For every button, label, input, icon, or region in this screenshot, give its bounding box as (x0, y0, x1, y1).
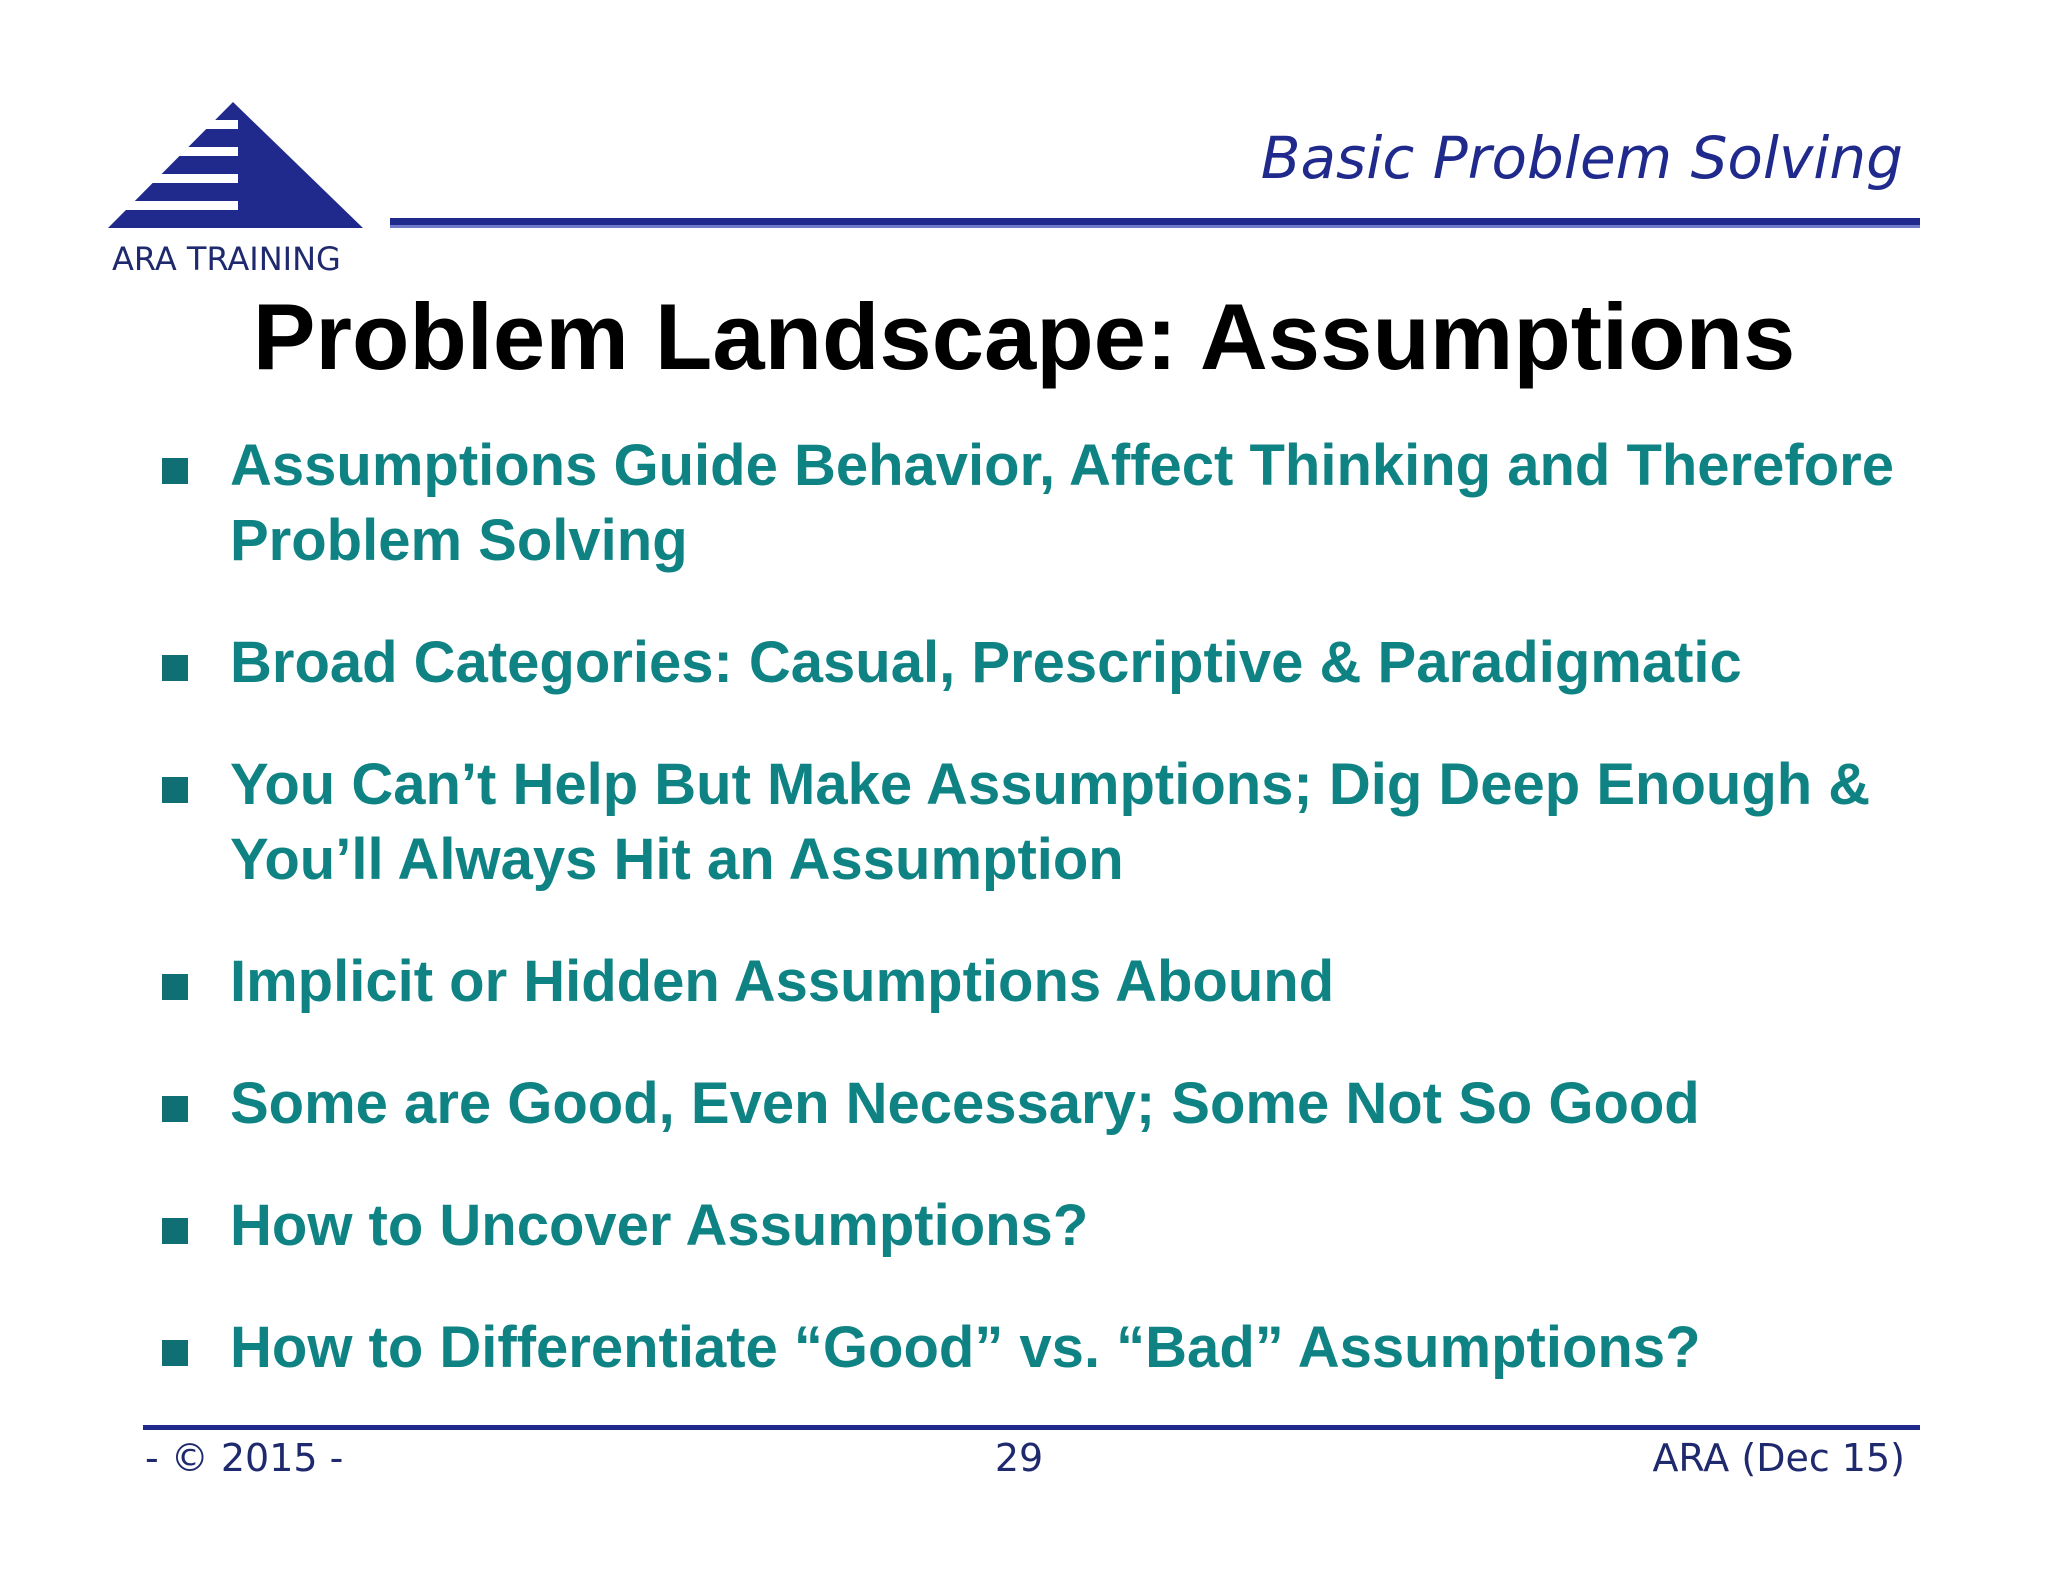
bullet-text: How to Differentiate “Good” vs. “Bad” Assumptions? (230, 1315, 1701, 1380)
square-bullet-icon (162, 458, 188, 484)
square-bullet-icon (162, 1096, 188, 1122)
footer-copyright: - © 2015 - (145, 1436, 344, 1480)
company-logo (108, 100, 368, 278)
bullet-text: Assumptions Guide Behavior, Affect Thinking and Therefore Problem Solving (230, 433, 1894, 573)
stepped-pyramid-logo-icon (108, 100, 368, 235)
logo-text: ARA TRAINING (112, 240, 341, 278)
square-bullet-icon (162, 655, 188, 681)
bullet-item (160, 625, 1960, 700)
bullet-item (160, 428, 1960, 578)
square-bullet-icon (162, 777, 188, 803)
bullet-list (160, 428, 1960, 1432)
bullet-item (160, 747, 1960, 897)
square-bullet-icon (162, 1218, 188, 1244)
bullet-item (160, 944, 1960, 1019)
bullet-item (160, 1310, 1960, 1385)
bullet-text: How to Uncover Assumptions? (230, 1193, 1089, 1258)
square-bullet-icon (162, 974, 188, 1000)
header-title: Basic Problem Solving (1260, 124, 1903, 192)
square-bullet-icon (162, 1340, 188, 1366)
bullet-text: Some are Good, Even Necessary; Some Not So Good (230, 1071, 1700, 1136)
page-title: Problem Landscape: Assumptions (252, 284, 1796, 389)
bullet-text: You Can’t Help But Make Assumptions; Dig Deep Enough & You’ll Always Hit an Assumption (230, 752, 1871, 892)
header-divider (390, 218, 1920, 228)
footer-date: ARA (Dec 15) (1652, 1436, 1905, 1480)
bullet-item (160, 1066, 1960, 1141)
bullet-text: Implicit or Hidden Assumptions Abound (230, 949, 1335, 1014)
bullet-item (160, 1188, 1960, 1263)
page-number: 29 (994, 1436, 1044, 1480)
footer-divider (143, 1425, 1920, 1430)
bullet-text: Broad Categories: Casual, Prescriptive & Paradigmatic (230, 630, 1742, 695)
